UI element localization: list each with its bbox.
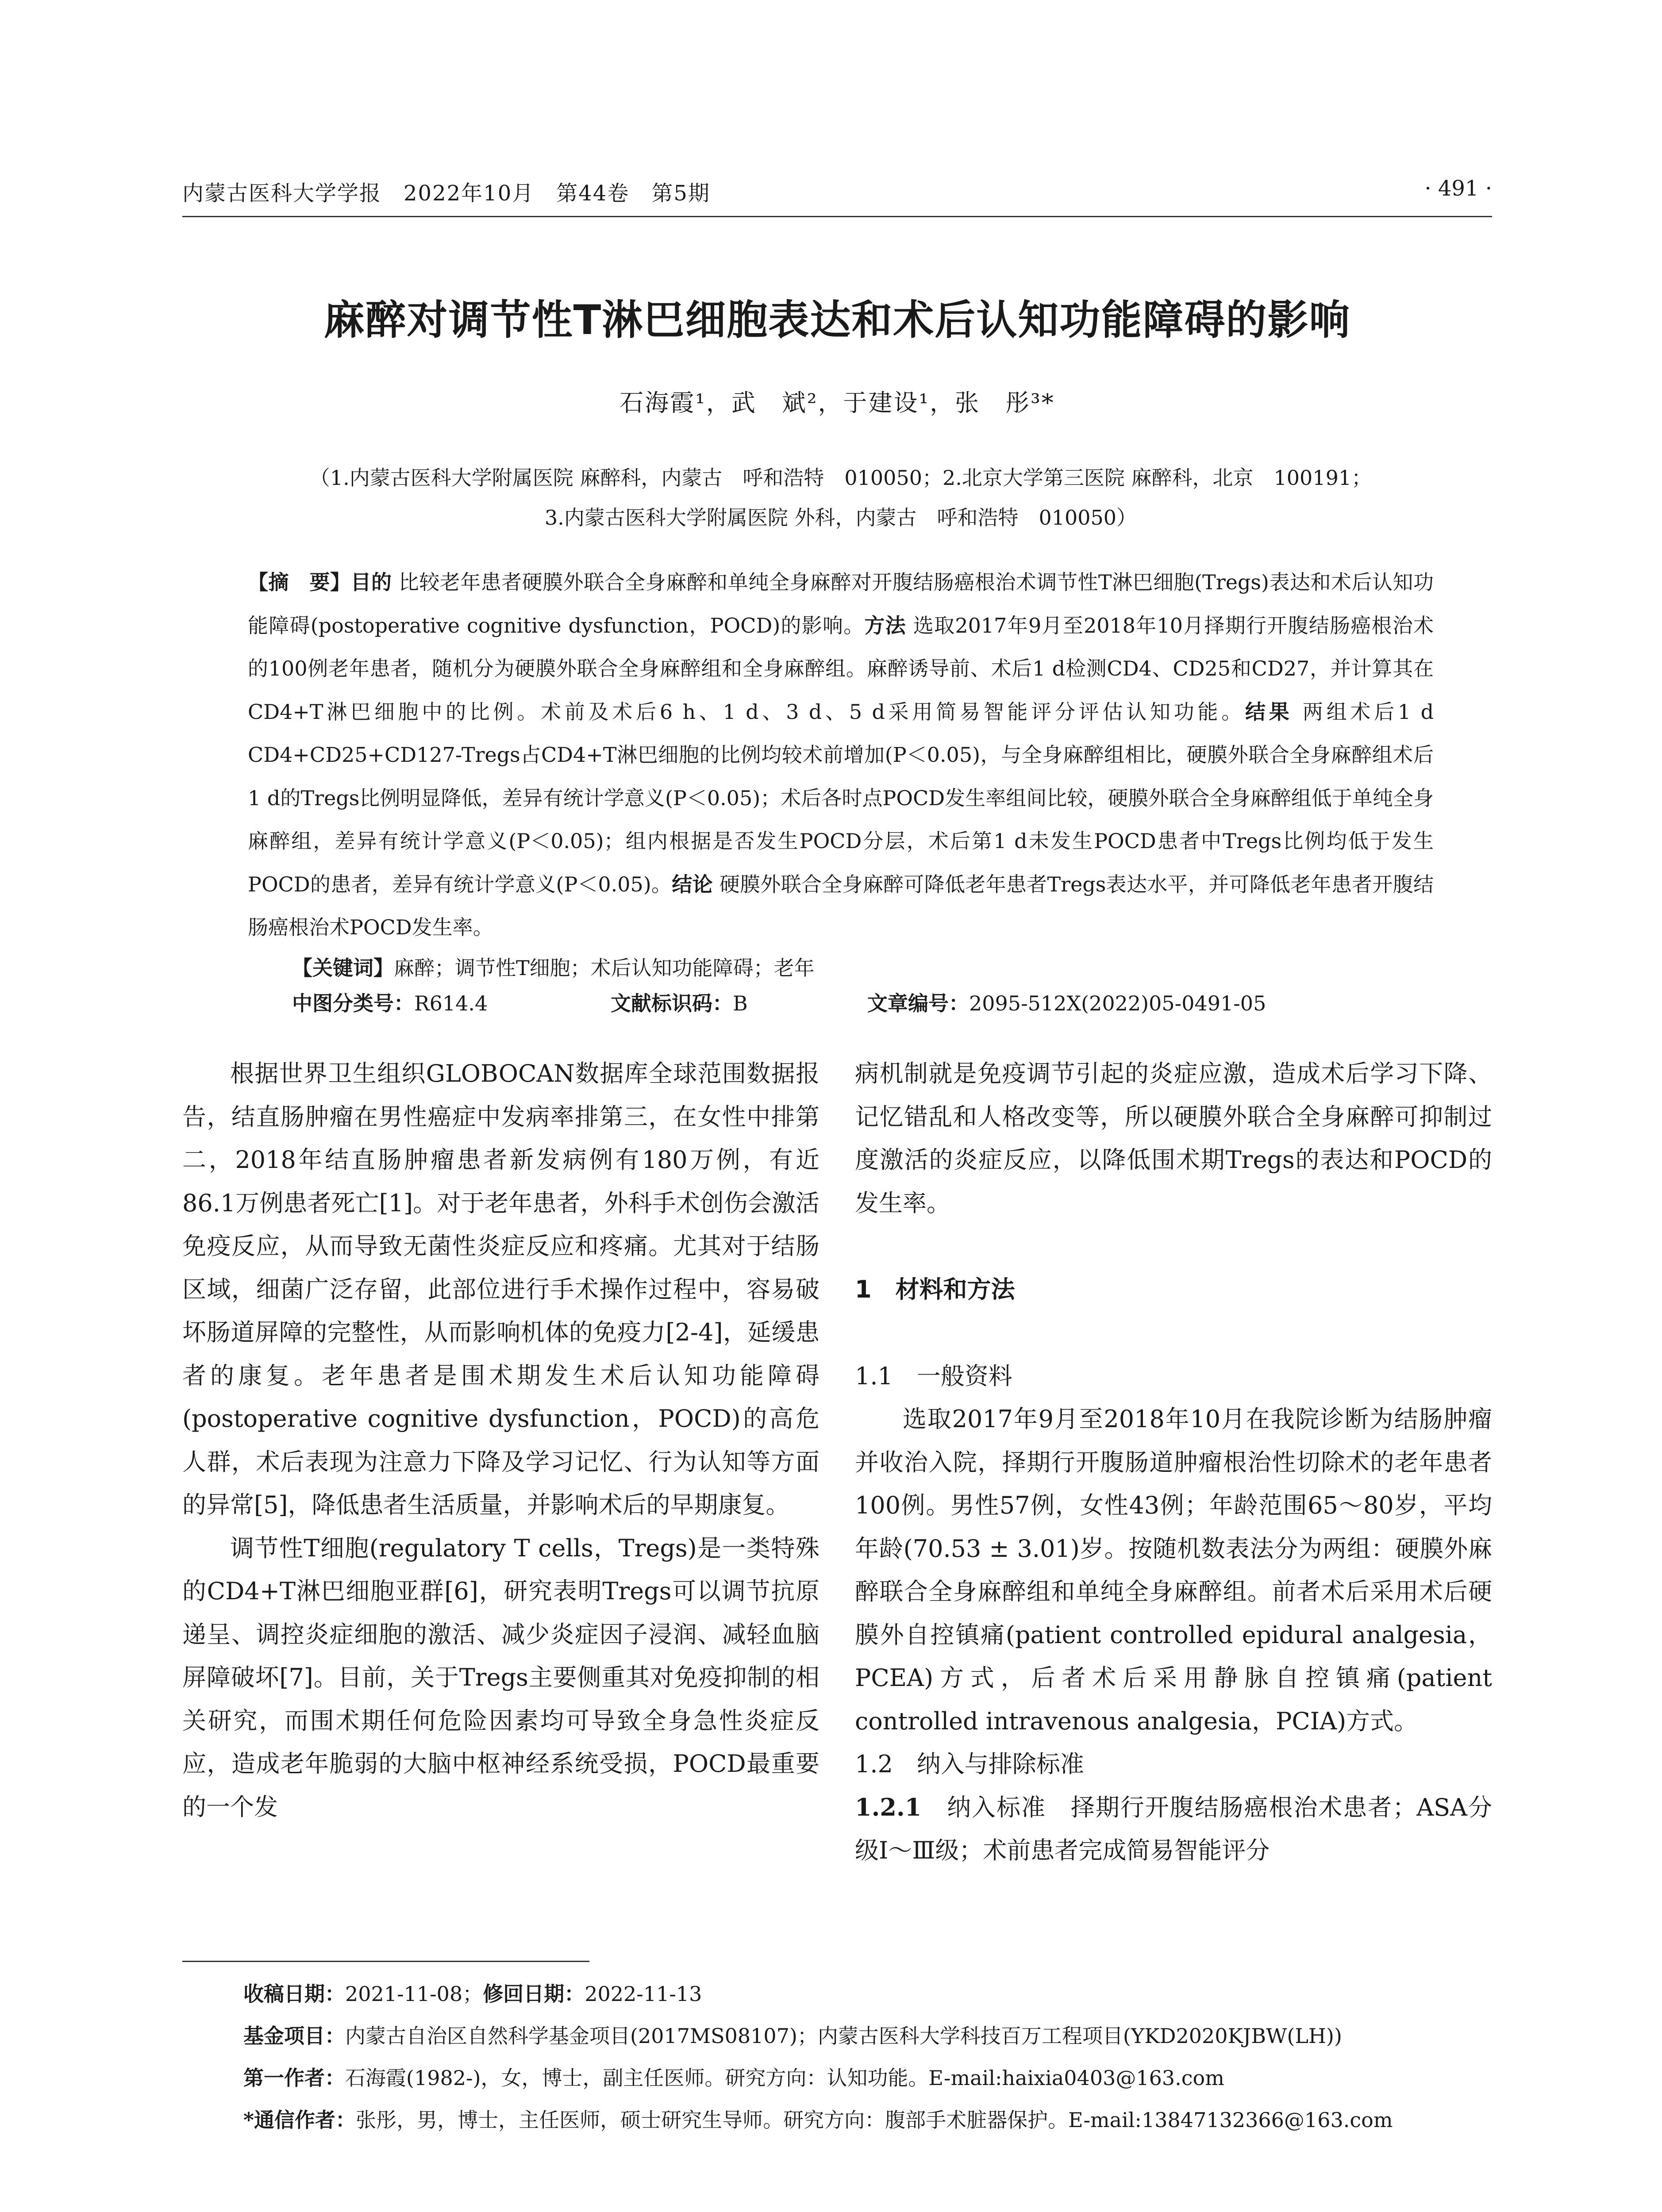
affiliation-line: 3.内蒙古医科大学附属医院 外科，内蒙古 呼和浩特 010050） bbox=[544, 506, 1137, 530]
body-paragraph: 病机制就是免疫调节引起的炎症应激，造成术后学习下降、记忆错乱和人格改变等，所以硬膜外联合全身麻醉可抑制过度激活的炎症反应，以降低围术期Tregs的表达和POCD的发生率。 bbox=[855, 1060, 1492, 1217]
page-number: · 491 · bbox=[1424, 176, 1492, 201]
methods-text: 选取2017年9月至2018年10月择期行开腹结肠癌根治术的100例老年患者，随机分为硬膜外联合全身麻醉组和全身麻醉组。麻醉诱导前、术后1 d检测CD4、CD25和CD27，并计算其在CD4+T淋巴细胞中的比例。术前及术后6 h、1 d、3 d、5 d采用简易智能评分评估认知功能。 bbox=[248, 613, 1434, 724]
subsubsection-paragraph: 1.2.1 纳入标准 择期行开腹结肠癌根治术患者；ASA分级Ⅰ～Ⅲ级；术前患者完成简易智能评分 bbox=[855, 1793, 1492, 1864]
body-paragraph: 根据世界卫生组织GLOBOCAN数据库全球范围数据报告，结直肠肿瘤在男性癌症中发病率排第三，在女性中排第二，2018年结直肠肿瘤患者新发病例有180万例，有近86.1万例患者死亡[1]。对于老年患者，外科手术创伤会激活免疫反应，从而导致无菌性炎症反应和疼痛。尤其对于结肠区域，细菌广泛存留，此部位进行手术操作过程中，容易破坏肠道屏障的完整性，从而影响机体的免疫力[2-4]，延缓患者的康复。老年患者是围术期发生术后认知功能障碍(postoperative cognitive dysfunction，POCD)的高危人群，术后表现为注意力下降及学习记忆、行为认知等方面的异常[5]，降低患者生活质量，并影响术后的早期康复。 bbox=[182, 1060, 819, 1519]
body-column-left bbox=[182, 1052, 819, 1828]
objective-text: 比较老年患者硬膜外联合全身麻醉和单纯全身麻醉对开腹结肠癌根治术调节性T淋巴细胞(Tregs)表达和术后认知功能障碍(postoperative cognitive dysfunction，POCD)的影响。 bbox=[248, 570, 1434, 637]
results-text: 两组术后1 d CD4+CD25+CD127-Tregs占CD4+T淋巴细胞的比例均较术前增加(P＜0.05)，与全身麻醉组相比，硬膜外联合全身麻醉组术后1 d的Tregs比例明显降低，差异有统计学意义(P＜0.05)；术后各时点POCD发生率组间比较，硬膜外联合全身麻醉组低于单纯全身麻醉组，差异有统计学意义(P＜0.05)；组内根据是否发生POCD分层，术后第1 d未发生POCD患者中Tregs比例均低于发生POCD的患者，差异有统计学意义(P＜0.05)。 bbox=[248, 699, 1434, 896]
running-header bbox=[182, 176, 1492, 211]
keywords-value: 麻醉；调节性T细胞；术后认知功能障碍；老年 bbox=[394, 956, 815, 980]
section-heading: 1 材料和方法 bbox=[855, 1275, 1015, 1303]
body-paragraph: 调节性T细胞(regulatory T cells，Tregs)是一类特殊的CD4+T淋巴细胞亚群[6]，研究表明Tregs可以调节抗原递呈、调控炎症细胞的激活、减少炎症因子浸润、减轻血脑屏障破坏[7]。目前，关于Tregs主要侧重其对免疫抑制的相关研究，而围术期任何危险因素均可导致全身急性炎症反应，造成老年脆弱的大脑中枢神经系统受损，POCD最重要的一个发 bbox=[182, 1534, 819, 1821]
received-dates: 收稿日期：2021-11-08；修回日期：2022-11-13 bbox=[243, 1982, 702, 2006]
objective-label: 目的 bbox=[350, 570, 392, 594]
keywords-label: 【关键词】 bbox=[292, 956, 394, 980]
article-number: 文章编号：2095-512X(2022)05-0491-05 bbox=[867, 991, 1266, 1015]
fund-info: 基金项目：内蒙古自治区自然科学基金项目(2017MS08107)；内蒙古医科大学科技百万工程项目(YKD2020KJBW(LH)) bbox=[243, 2024, 1342, 2048]
clc-number: 中图分类号：R614.4 bbox=[292, 991, 488, 1015]
body-paragraph: 选取2017年9月至2018年10月在我院诊断为结肠肿瘤并收治入院，择期行开腹肠道肿瘤根治性切除术的老年患者100例。男性57例，女性43例；年龄范围65～80岁，平均年龄(70.53 ± 3.01)岁。按随机数表法分为两组：硬膜外麻醉联合全身麻醉组和单纯全身麻醉组。前者术后采用术后硬膜外自控镇痛(patient controlled epidural analgesia，PCEA)方式，后者术后采用静脉自控镇痛(patient controlled intravenous analgesia，PCIA)方式。 bbox=[855, 1405, 1492, 1735]
corresponding-author-info: *通信作者：张彤，男，博士，主任医师，硕士研究生导师。研究方向：腹部手术脏器保护。E-mail:13847132366@163.com bbox=[243, 2108, 1393, 2132]
doc-code: 文献标识码：B bbox=[611, 991, 748, 1015]
subsection-heading: 1.1 一般资料 bbox=[855, 1362, 1012, 1390]
affiliation-line: （1.内蒙古医科大学附属医院 麻醉科，内蒙古 呼和浩特 010050；2.北京大学第三医院 麻醉科，北京 100191； bbox=[309, 466, 1372, 490]
author-list: 石海霞¹，武 斌²，于建设¹，张 彤³* bbox=[619, 389, 1055, 417]
conclusion-text: 硬膜外联合全身麻醉可降低老年患者Tregs表达水平，并可降低老年患者开腹结肠癌根治术POCD发生率。 bbox=[248, 872, 1434, 939]
footnote-rule bbox=[182, 1961, 589, 1962]
abstract bbox=[248, 561, 1434, 949]
keywords bbox=[292, 950, 1434, 986]
journal-info: 内蒙古医科大学学报 2022年10月 第44卷 第5期 bbox=[182, 181, 710, 206]
body-column-right bbox=[855, 1052, 1492, 1872]
classification-line bbox=[292, 986, 1434, 1021]
subsection-heading: 1.2 纳入与排除标准 bbox=[855, 1750, 1084, 1778]
abstract-label: 【摘 要】 bbox=[248, 570, 351, 594]
article-title: 麻醉对调节性T淋巴细胞表达和术后认知功能障碍的影响 bbox=[323, 296, 1351, 344]
results-label: 结果 bbox=[1245, 699, 1293, 724]
header-rule bbox=[182, 216, 1492, 217]
first-author-info: 第一作者：石海霞(1982-)，女，博士，副主任医师。研究方向：认知功能。E-mail:haixia0403@163.com bbox=[243, 2066, 1224, 2090]
conclusion-label: 结论 bbox=[672, 872, 713, 896]
affiliations bbox=[248, 458, 1434, 538]
methods-label: 方法 bbox=[864, 613, 907, 637]
footnotes bbox=[243, 1973, 1465, 2141]
